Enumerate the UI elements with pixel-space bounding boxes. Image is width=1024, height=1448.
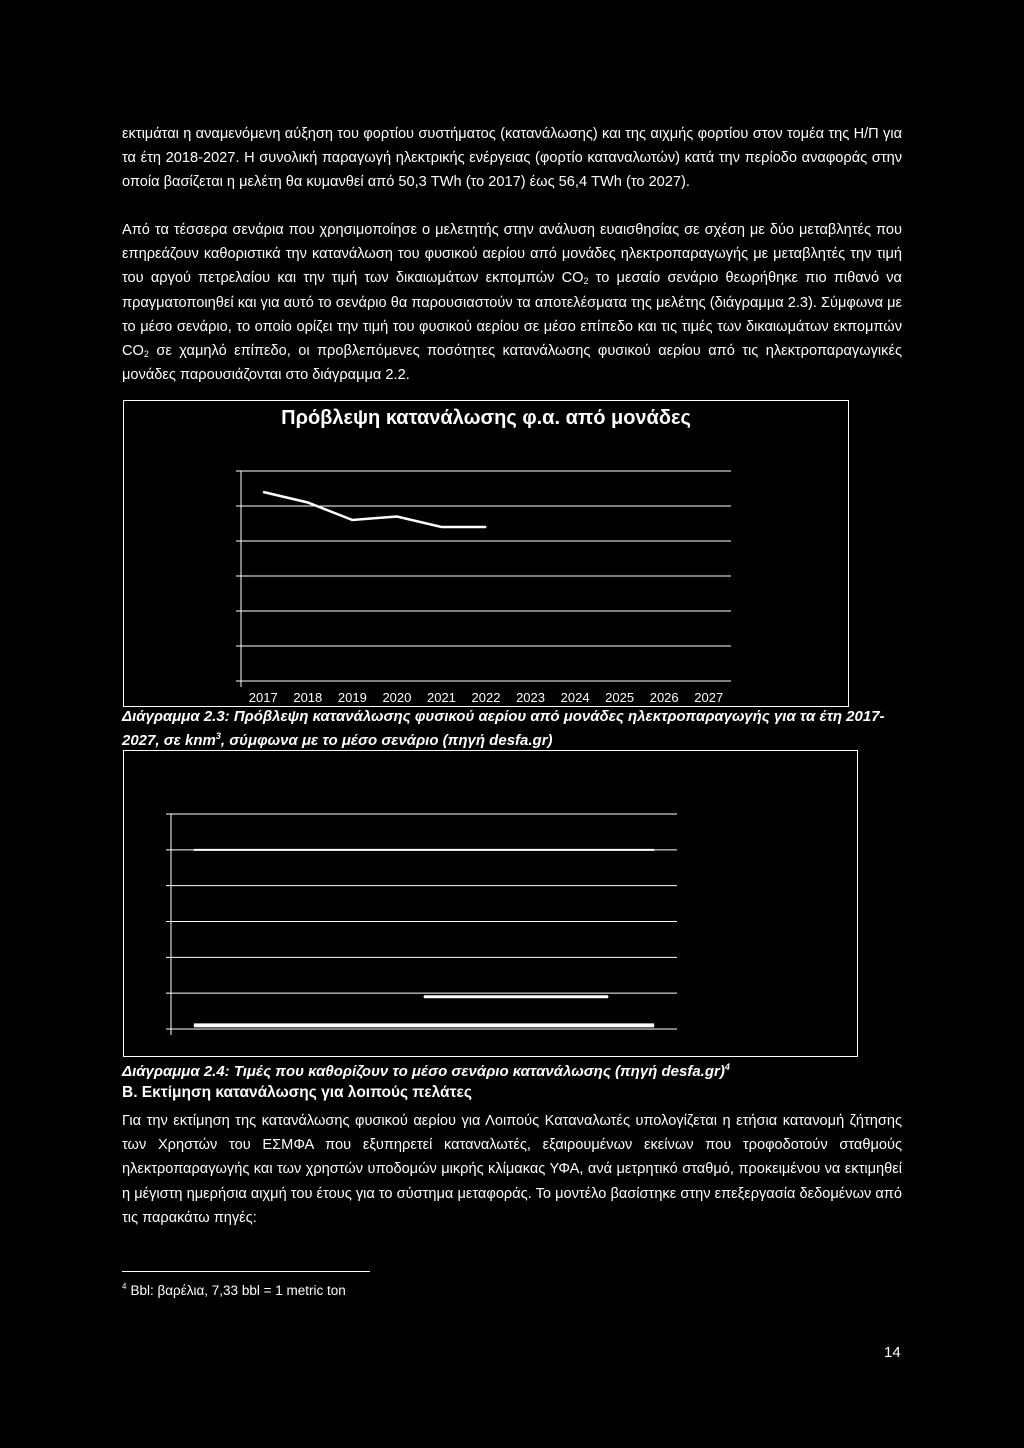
co2-subscript: 2 <box>583 276 589 287</box>
x-tick-label: 2027 <box>694 690 724 705</box>
caption-chart-2-3 <box>122 705 912 753</box>
footnote-number: 4 <box>122 1282 127 1291</box>
paragraph-intro: εκτιμάται η αναμενόμενη αύξηση του φορτίου συστήματος (κατανάλωσης) και της αιχμής φορτίου στον τομέα της Η/Π για τα έτη 2018-2027. Η συνολική παραγωγή ηλεκτρικής ενέργειας (φορτίο καταναλωτών) κατά την περίοδο αναφοράς στην οποία βασίζεται η μελέτη θα κυμανθεί από 50,3 TWh (το 2017) έως 56,4 TWh (το 2027). <box>122 126 902 191</box>
chart2-svg <box>124 751 857 1056</box>
caption-2-3-text: Διάγραμμα 2.3: Πρόβλεψη κατανάλωσης φυσικού αερίου από μονάδες ηλεκτροπαραγωγής για τα έτη 2017-2027, σε knm <box>122 708 885 749</box>
caption-2-3-tail: , σύμφωνα με το μέσο σενάριο (πηγή desfa.gr) <box>220 732 553 749</box>
footnote-rule <box>122 1271 370 1272</box>
page-number: 14 <box>884 1344 901 1361</box>
chart-title: Πρόβλεψη κατανάλωσης φ.α. από μονάδες <box>281 407 691 429</box>
x-tick-label: 2026 <box>649 690 679 705</box>
paragraph-scenarios <box>122 218 902 387</box>
paragraph-other-customers: Για την εκτίμηση της κατανάλωσης φυσικού αερίου για Λοιπούς Καταναλωτές υπολογίζεται η ετήσια κατανομή ζήτησης των Χρηστών του ΕΣΜΦΑ που εξυπηρετεί καταναλωτές, εξαιρουμένων εκείνων που τροφοδοτούν σταθμούς ηλεκτροπαραγωγής και των χρηστών υποδομών μικρής κλίμακας ΥΦΑ, ανά μετρητικό σταθμό, προκειμένου να εκτιμηθεί η μέγιστη ημερήσια αιχμή του έτους για το σύστημα μεταφοράς. Το μοντέλο βασίστηκε στην επεξεργασία δεδομένων από τις παρακάτω πηγές: <box>122 1113 902 1226</box>
x-tick-label: 2022 <box>471 690 501 705</box>
paragraph-scenarios-part3: σε χαμηλό επίπεδο, οι προβλεπόμενες ποσότητες κατανάλωσης φυσικού αερίου από τις ηλεκτροπαραγωγικές μονάδες παρουσιάζονται στο διάγραμμα 2.2. <box>122 343 902 384</box>
series-line <box>263 492 486 527</box>
co2-subscript: 2 <box>143 349 149 360</box>
chart-consumption-forecast <box>123 400 849 707</box>
paragraph-scenarios-part1: Από τα τέσσερα σενάρια που χρησιμοποίησε ο μελετητής στην ανάλυση ευαισθησίας σε σχέση με δύο μεταβλητές που επηρεάζουν καθοριστικά την κατανάλωση του φυσικού αερίου από μονάδες ηλεκτροπαραγωγής με μεταβλητές την τιμή του αργού πετρελαίου και την τιμή των δικαιωμάτων εκπομπών CO <box>122 222 902 287</box>
x-tick-label: 2024 <box>560 690 590 705</box>
x-tick-label: 2025 <box>605 690 635 705</box>
x-tick-label: 2017 <box>248 690 278 705</box>
paragraph-scenarios-part2: το μεσαίο σενάριο θεωρήθηκε πιο πιθανό να πραγματοποιηθεί και για αυτό το σενάριο θα παρουσιαστούν τα αποτελέσματα της μελέτης (διάγραμμα 2.3). Σύμφωνα με το μέσο σενάριο, το οποίο ορίζει την τιμή του φυσικού αερίου σε μέσο επίπεδο και τις τιμές των δικαιωμάτων εκπομπών CO <box>122 270 902 360</box>
section-heading: Β. Εκτίμηση κατανάλωσης για λοιπούς πελάτες <box>122 1084 472 1101</box>
chart1-svg <box>124 401 848 706</box>
caption-2-4-text: Διάγραμμα 2.4: Τιμές που καθορίζουν το μέσο σενάριο κατανάλωσης (πηγή desfa.gr) <box>122 1063 725 1080</box>
x-tick-label: 2020 <box>382 690 412 705</box>
caption-2-3-sup: 3 <box>215 731 221 741</box>
footnote <box>122 1283 346 1298</box>
footnote-text: Bbl: βαρέλια, 7,33 bbl = 1 metric ton <box>130 1283 346 1298</box>
x-tick-label: 2019 <box>337 690 367 705</box>
x-tick-label: 2023 <box>516 690 546 705</box>
caption-chart-2-4 <box>122 1060 912 1084</box>
caption-2-4-sup: 4 <box>724 1062 730 1072</box>
x-tick-label: 2018 <box>293 690 323 705</box>
chart-scenario-prices <box>123 750 858 1057</box>
x-tick-label: 2021 <box>426 690 456 705</box>
